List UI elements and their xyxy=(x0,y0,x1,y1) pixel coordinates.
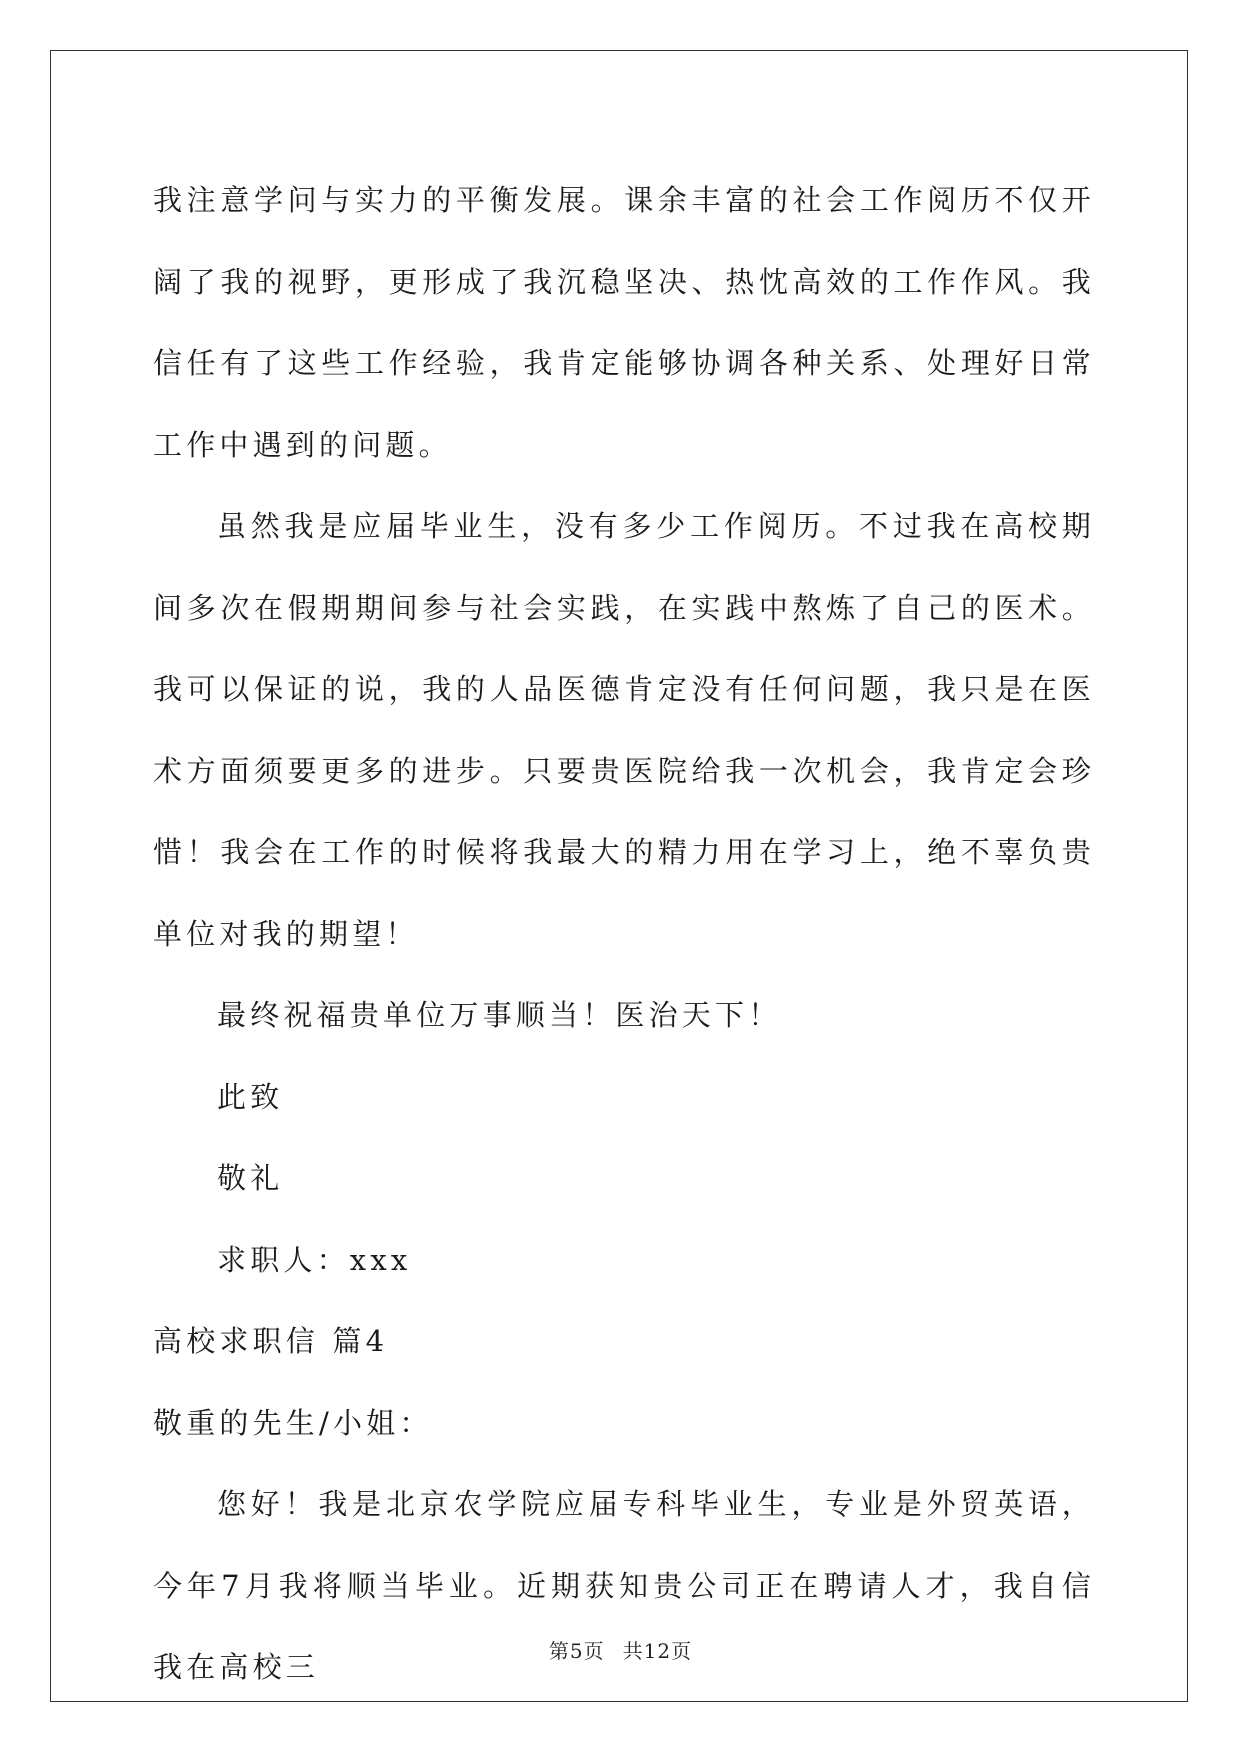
page-total: 共12页 xyxy=(622,1639,693,1663)
paragraph-2: 虽然我是应届毕业生，没有多少工作阅历。不过我在高校期间多次在假期期间参与社会实践，在实践中熬炼了自己的医术。我可以保证的说，我的人品医德肯定没有任何问题，我只是在医术方面须要更多的进步。只要贵医院给我一次机会，我肯定会珍惜！我会在工作的时候将我最大的精力用在学习上，绝不辜负贵单位对我的期望！ xyxy=(153,509,1095,951)
paragraph-1: 我注意学问与实力的平衡发展。课余丰富的社会工作阅历不仅开阔了我的视野，更形成了我沉稳坚决、热忱高效的工作作风。我信任有了这些工作经验，我肯定能够协调各种关系、处理好日常工作中遇到的问题。 xyxy=(153,183,1095,462)
salutation-ci-zhi: 此致 xyxy=(217,1079,284,1114)
paragraph-intro: 您好！我是北京农学院应届专科毕业生，专业是外贸英语，今年7月我将顺当毕业。近期获知贵公司正在聘请人才，我自信我在高校三 xyxy=(153,1487,1095,1684)
salutation-jing-li: 敬礼 xyxy=(217,1161,284,1195)
closing-wish: 最终祝福贵单位万事顺当！医治天下！ xyxy=(217,998,782,1032)
page-number: 第5页 xyxy=(548,1639,605,1663)
applicant-signature: 求职人：xxx xyxy=(217,1242,412,1277)
page-footer xyxy=(0,1635,1241,1664)
section-heading: 高校求职信 篇4 xyxy=(153,1324,389,1358)
greeting-line: 敬重的先生/小姐： xyxy=(153,1405,433,1440)
document-body xyxy=(153,160,1095,1709)
